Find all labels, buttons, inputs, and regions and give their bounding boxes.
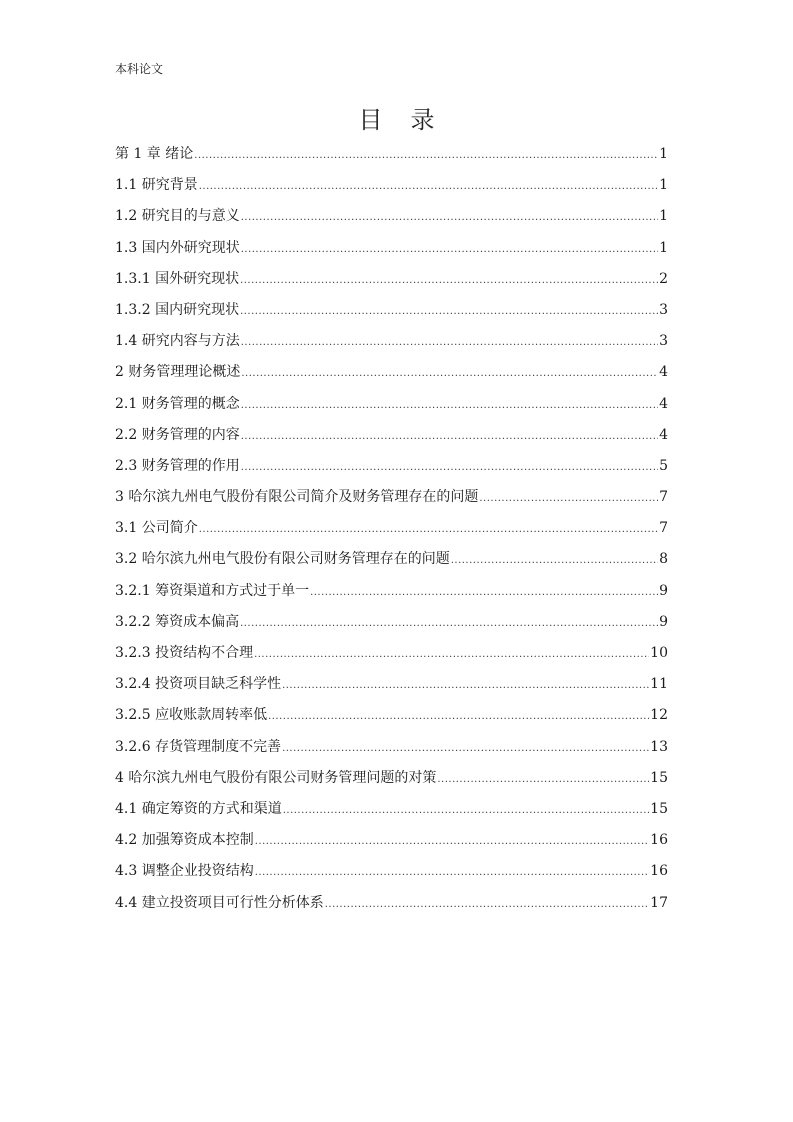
toc-dot-leader [437, 764, 649, 795]
toc-dot-leader [479, 483, 658, 514]
toc-dot-leader [283, 795, 649, 826]
toc-entry-text: 1.1 研究背景 [115, 177, 198, 194]
toc-entry-text: 3.2.1 筹资渠道和方式过于单一 [115, 582, 310, 599]
toc-dot-leader [254, 639, 649, 670]
toc-entry-text: 1.3.1 国外研究现状 [115, 270, 240, 287]
toc-entry-text: 1.2 研究目的与意义 [115, 208, 240, 225]
toc-dot-leader [255, 857, 649, 888]
toc-entry[interactable] [115, 544, 668, 575]
toc-entry-page: 7 [659, 520, 668, 537]
toc-entry-page: 4 [659, 364, 668, 381]
toc-entry-text: 第 1 章 绪论 [115, 146, 194, 162]
toc-dot-leader [282, 670, 649, 701]
toc-entry[interactable] [115, 856, 668, 887]
toc-entry-text: 3.2.2 筹资成本偏高 [115, 613, 240, 630]
toc-entry[interactable] [115, 700, 668, 731]
toc-entry-text: 4.4 建立投资项目可行性分析体系 [115, 894, 324, 911]
toc-entry[interactable] [115, 513, 668, 544]
toc-entry[interactable] [115, 139, 668, 170]
toc-entry[interactable] [115, 389, 668, 420]
toc-entry[interactable] [115, 638, 668, 669]
toc-dot-leader [194, 140, 658, 171]
toc-entry-page: 10 [650, 645, 668, 661]
toc-entry-page: 17 [650, 894, 668, 911]
toc-dot-leader [241, 327, 658, 358]
toc-dot-leader [241, 234, 658, 265]
toc-entry-page: 13 [650, 738, 668, 755]
toc-entry-page: 4 [659, 395, 668, 412]
toc-entry-text: 3.2 哈尔滨九州电气股份有限公司财务管理存在的问题 [115, 551, 450, 568]
toc-entry-page: 8 [659, 551, 668, 568]
toc-entry-page: 15 [650, 800, 668, 817]
toc-entry-page: 5 [659, 457, 668, 474]
toc-entry-text: 4.2 加强筹资成本控制 [115, 832, 254, 849]
toc-entry-text: 3.1 公司简介 [115, 520, 198, 537]
toc-entry[interactable] [115, 357, 668, 388]
toc-entry[interactable] [115, 669, 668, 700]
toc-dot-leader [240, 608, 658, 639]
toc-entry[interactable] [115, 451, 668, 482]
toc-entry-page: 11 [650, 676, 668, 693]
toc-entry-text: 4 哈尔滨九州电气股份有限公司财务管理问题的对策 [115, 769, 437, 786]
toc-dot-leader [282, 733, 649, 764]
toc-dot-leader [325, 889, 649, 920]
toc-entry-page: 2 [659, 270, 668, 287]
toc-entry-text: 3 哈尔滨九州电气股份有限公司简介及财务管理存在的问题 [115, 489, 479, 506]
toc-entry-page: 12 [650, 707, 668, 724]
toc-entry[interactable] [115, 233, 668, 264]
toc-entry[interactable] [115, 825, 668, 856]
toc-list [115, 139, 668, 919]
toc-dot-leader [241, 358, 658, 389]
toc-entry-page: 9 [659, 582, 668, 599]
toc-entry-page: 7 [659, 489, 668, 506]
toc-entry[interactable] [115, 607, 668, 638]
toc-dot-leader [451, 545, 658, 576]
toc-dot-leader [255, 826, 649, 857]
toc-title: 目录 [358, 106, 463, 134]
toc-entry-text: 2.2 财务管理的内容 [115, 426, 240, 443]
toc-entry-text: 1.3.2 国内研究现状 [115, 301, 240, 318]
toc-entry-page: 3 [659, 301, 668, 318]
toc-entry-text: 2 财务管理理论概述 [115, 364, 241, 381]
toc-entry[interactable] [115, 326, 668, 357]
toc-dot-leader [241, 452, 658, 483]
toc-entry[interactable] [115, 264, 668, 295]
toc-entry-page: 1 [659, 177, 668, 194]
toc-entry-page: 1 [659, 208, 668, 225]
toc-entry[interactable] [115, 482, 668, 513]
toc-entry-text: 1.3 国内外研究现状 [115, 239, 240, 256]
toc-entry-page: 4 [659, 426, 668, 443]
toc-dot-leader [240, 296, 658, 327]
page-header-label: 本科论文 [115, 62, 164, 76]
toc-entry[interactable] [115, 763, 668, 794]
toc-dot-leader [241, 390, 658, 421]
toc-entry[interactable] [115, 201, 668, 232]
toc-entry-text: 2.3 财务管理的作用 [115, 457, 240, 474]
toc-entry-text: 3.2.3 投资结构不合理 [115, 645, 254, 661]
toc-entry-text: 4.3 调整企业投资结构 [115, 863, 254, 880]
toc-entry-page: 1 [659, 146, 668, 162]
toc-entry-text: 3.2.5 应收账款周转率低 [115, 707, 268, 724]
toc-entry[interactable] [115, 420, 668, 451]
toc-dot-leader [199, 171, 658, 202]
toc-entry-page: 9 [659, 613, 668, 630]
toc-entry[interactable] [115, 888, 668, 919]
toc-entry-page: 15 [650, 769, 668, 786]
toc-dot-leader [241, 202, 658, 233]
toc-entry-text: 1.4 研究内容与方法 [115, 333, 240, 350]
toc-entry-page: 16 [650, 832, 668, 849]
toc-entry[interactable] [115, 732, 668, 763]
toc-entry[interactable] [115, 794, 668, 825]
toc-entry-page: 1 [659, 239, 668, 256]
toc-dot-leader [310, 577, 658, 608]
toc-dot-leader [241, 421, 658, 452]
toc-dot-leader [240, 265, 658, 296]
toc-entry-text: 3.2.6 存货管理制度不完善 [115, 738, 282, 755]
toc-dot-leader [268, 701, 649, 732]
toc-entry-page: 3 [659, 333, 668, 350]
toc-entry[interactable] [115, 576, 668, 607]
toc-dot-leader [199, 514, 658, 545]
toc-entry-page: 16 [650, 863, 668, 880]
toc-entry-text: 3.2.4 投资项目缺乏科学性 [115, 676, 282, 693]
toc-entry[interactable] [115, 170, 668, 201]
toc-entry-text: 4.1 确定筹资的方式和渠道 [115, 800, 282, 817]
toc-entry-text: 2.1 财务管理的概念 [115, 395, 240, 412]
toc-entry[interactable] [115, 295, 668, 326]
